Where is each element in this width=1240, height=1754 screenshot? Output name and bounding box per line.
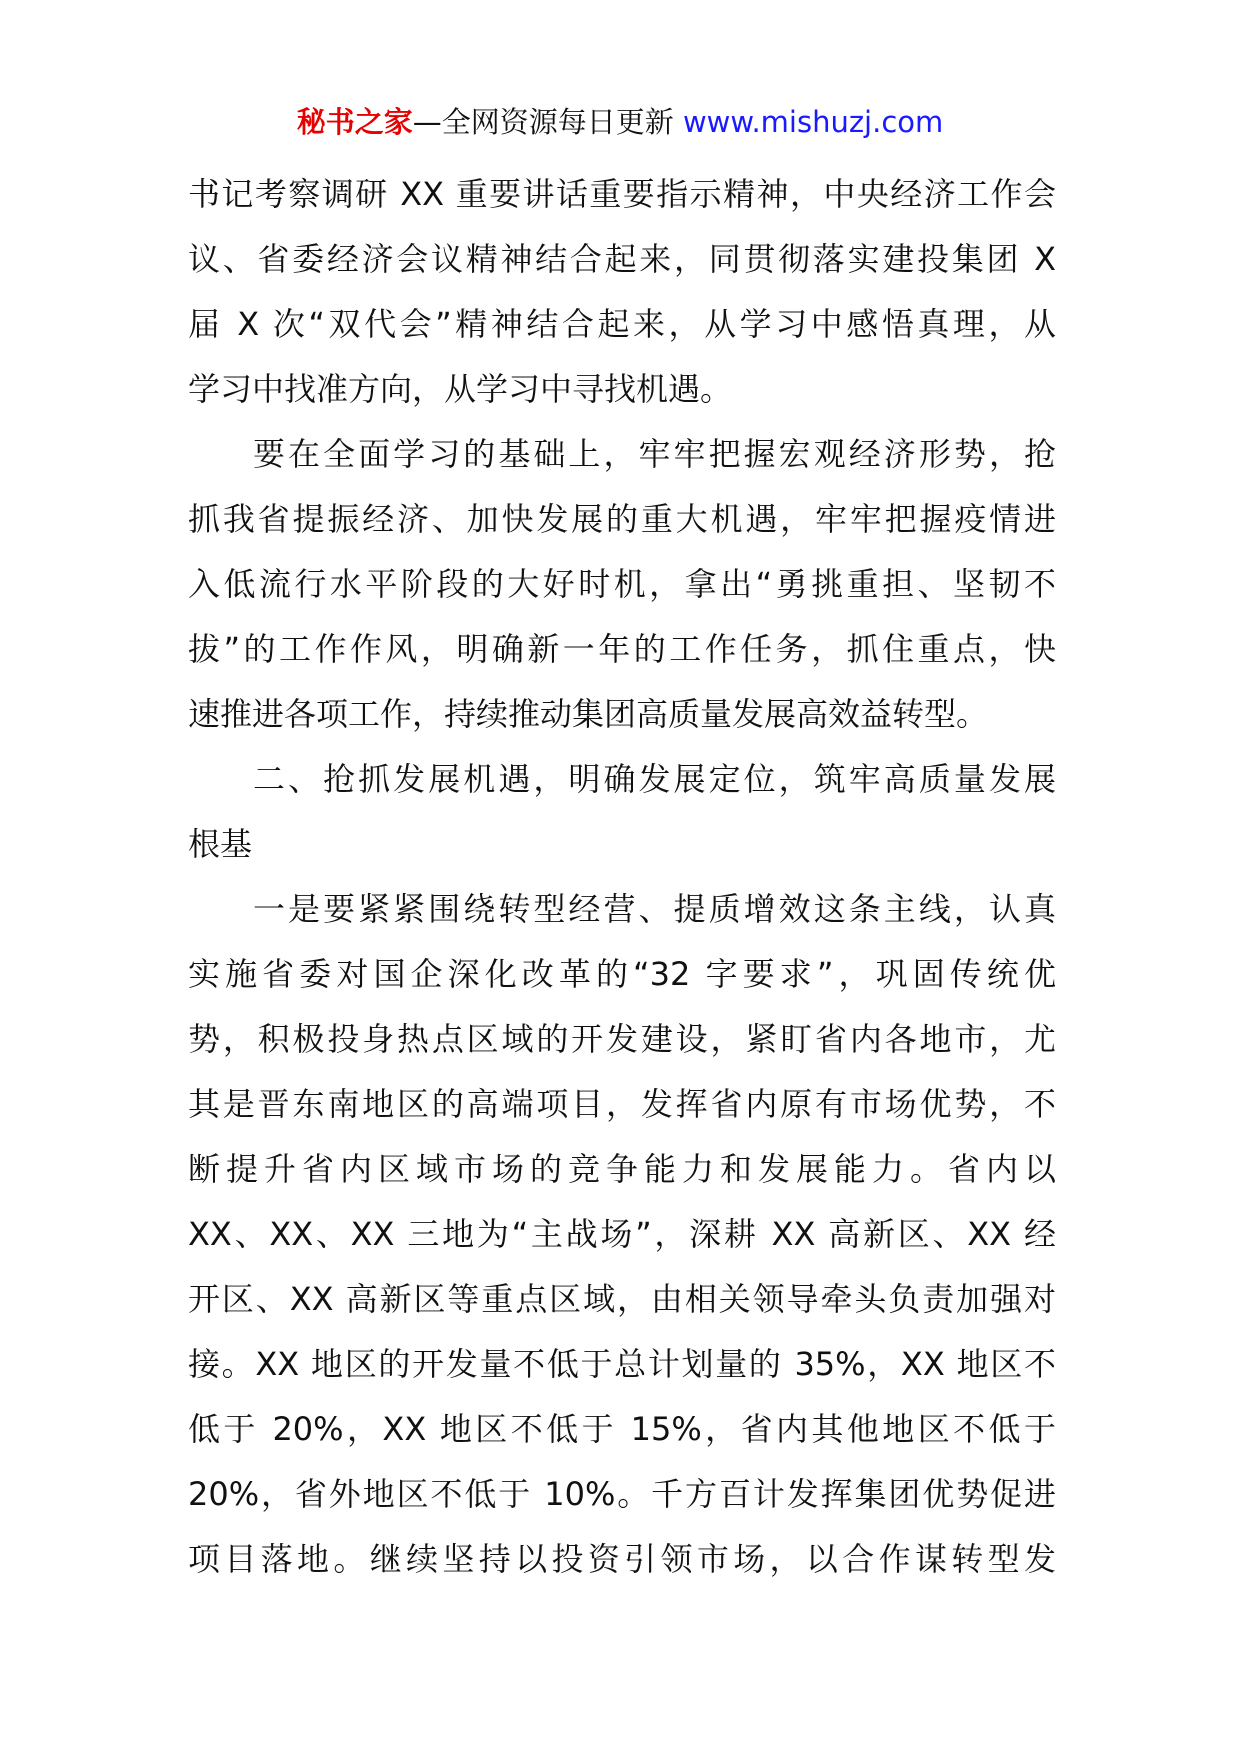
text-line: 开区、XX 高新区等重点区域，由相关领导牵头负责加强对 bbox=[188, 1280, 1056, 1318]
section-heading-line: 根基 bbox=[188, 825, 253, 863]
text-line: 拔”的工作作风，明确新一年的工作任务，抓住重点，快 bbox=[188, 630, 1056, 668]
text-line: 势，积极投身热点区域的开发建设，紧盯省内各地市，尤 bbox=[188, 1020, 1056, 1058]
header-slogan: —全网资源每日更新 bbox=[412, 105, 683, 139]
text-line: 接。XX 地区的开发量不低于总计划量的 35%，XX 地区不 bbox=[188, 1345, 1056, 1383]
text-line: 抓我省提振经济、加快发展的重大机遇，牢牢把握疫情进 bbox=[188, 500, 1056, 538]
text-line: XX、XX、XX 三地为“主战场”，深耕 XX 高新区、XX 经 bbox=[188, 1215, 1056, 1253]
text-line: 一是要紧紧围绕转型经营、提质增效这条主线，认真 bbox=[253, 890, 1056, 928]
text-line: 入低流行水平阶段的大好时机，拿出“勇挑重担、坚韧不 bbox=[188, 565, 1056, 603]
text-line: 实施省委对国企深化改革的“32 字要求”，巩固传统优 bbox=[188, 955, 1056, 993]
text-line: 届 X 次“双代会”精神结合起来，从学习中感悟真理，从 bbox=[188, 305, 1056, 343]
text-line: 要在全面学习的基础上，牢牢把握宏观经济形势，抢 bbox=[253, 435, 1056, 473]
text-line: 项目落地。继续坚持以投资引领市场，以合作谋转型发 bbox=[188, 1540, 1056, 1578]
text-line: 其是晋东南地区的高端项目，发挥省内原有市场优势，不 bbox=[188, 1085, 1056, 1123]
section-heading-line: 二、抢抓发展机遇，明确发展定位，筑牢高质量发展 bbox=[253, 760, 1056, 798]
page-header bbox=[0, 100, 1240, 144]
text-line: 速推进各项工作，持续推动集团高质量发展高效益转型。 bbox=[188, 695, 989, 733]
text-line: 断提升省内区域市场的竞争能力和发展能力。省内以 bbox=[188, 1150, 1056, 1188]
header-url-link[interactable]: www.mishuzj.com bbox=[682, 105, 944, 139]
text-line: 20%，省外地区不低于 10%。千方百计发挥集团优势促进 bbox=[188, 1475, 1056, 1513]
text-line: 书记考察调研 XX 重要讲话重要指示精神，中央经济工作会 bbox=[188, 175, 1056, 213]
text-line: 低于 20%，XX 地区不低于 15%，省内其他地区不低于 bbox=[188, 1410, 1056, 1448]
header-brand: 秘书之家 bbox=[296, 105, 413, 139]
text-line: 学习中找准方向，从学习中寻找机遇。 bbox=[188, 370, 733, 408]
document-body bbox=[188, 162, 1056, 1592]
text-line: 议、省委经济会议精神结合起来，同贯彻落实建投集团 X bbox=[188, 240, 1056, 278]
